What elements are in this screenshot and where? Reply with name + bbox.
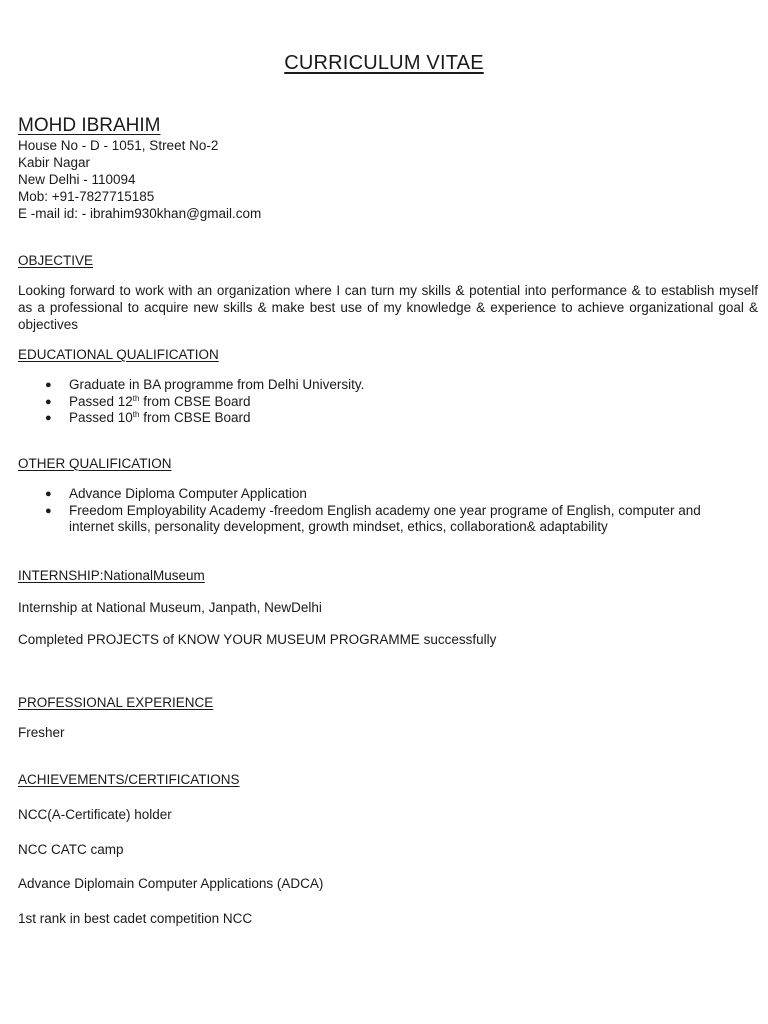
list-item — [18, 503, 738, 536]
internship-line-1: Internship at National Museum, Janpath, NewDelhi — [18, 600, 322, 615]
education-item-1: Graduate in BA programme from Delhi University. — [69, 377, 365, 392]
other-item-1: Advance Diploma Computer Application — [69, 486, 307, 501]
other-qualification-heading: OTHER QUALIFICATION — [18, 456, 172, 471]
experience-text: Fresher — [18, 725, 65, 740]
other-qualification-list — [18, 486, 738, 536]
experience-heading: PROFESSIONAL EXPERIENCE — [18, 695, 214, 710]
objective-heading: OBJECTIVE — [18, 253, 94, 268]
bullet-icon: ● — [45, 412, 52, 424]
achievement-item-2: NCC CATC camp — [18, 842, 124, 857]
email-address: E -mail id: - ibrahim930khan@gmail.com — [18, 206, 262, 221]
other-item-2: Freedom Employability Academy -freedom English academy one year programe of English, computer and internet skills, personality development, growth mindset, ethics, collaboration& adaptability — [69, 502, 701, 534]
address-line-3: New Delhi - 110094 — [18, 172, 136, 187]
list-item — [18, 486, 738, 503]
objective-text: Looking forward to work with an organization where I can turn my skills & potential into performance & to establish myself as a professional to acquire new skills & make best use of my knowledge & experience to achieve organizational goal & objectives — [18, 283, 758, 332]
list-item — [18, 394, 738, 411]
document-title: CURRICULUM VITAE — [284, 52, 484, 74]
achievements-heading: ACHIEVEMENTS/CERTIFICATIONS — [18, 772, 240, 787]
internship-line-2: Completed PROJECTS of KNOW YOUR MUSEUM PROGRAMME successfully — [18, 632, 497, 647]
achievement-item-1: NCC(A-Certificate) holder — [18, 807, 172, 822]
mobile-number: Mob: +91-7827715185 — [18, 189, 155, 204]
bullet-icon: ● — [45, 488, 52, 500]
education-heading: EDUCATIONAL QUALIFICATION — [18, 347, 219, 362]
bullet-icon: ● — [45, 395, 52, 408]
bullet-icon: ● — [45, 379, 52, 391]
contact-block — [18, 137, 261, 222]
list-item — [18, 377, 738, 394]
education-item-3: Passed 10th from CBSE Board — [69, 410, 251, 425]
education-item-2: Passed 12th from CBSE Board — [69, 393, 251, 409]
address-line-1: House No - D - 1051, Street No-2 — [18, 138, 219, 153]
address-line-2: Kabir Nagar — [18, 155, 91, 170]
candidate-name: MOHD IBRAHIM — [18, 115, 161, 136]
achievement-item-3: Advance Diplomain Computer Applications (ADCA) — [18, 876, 324, 891]
list-item — [18, 410, 738, 427]
internship-heading: INTERNSHIP:NationalMuseum — [18, 568, 205, 583]
bullet-icon: ● — [45, 504, 52, 517]
education-list — [18, 377, 738, 427]
achievement-item-4: 1st rank in best cadet competition NCC — [18, 911, 253, 926]
